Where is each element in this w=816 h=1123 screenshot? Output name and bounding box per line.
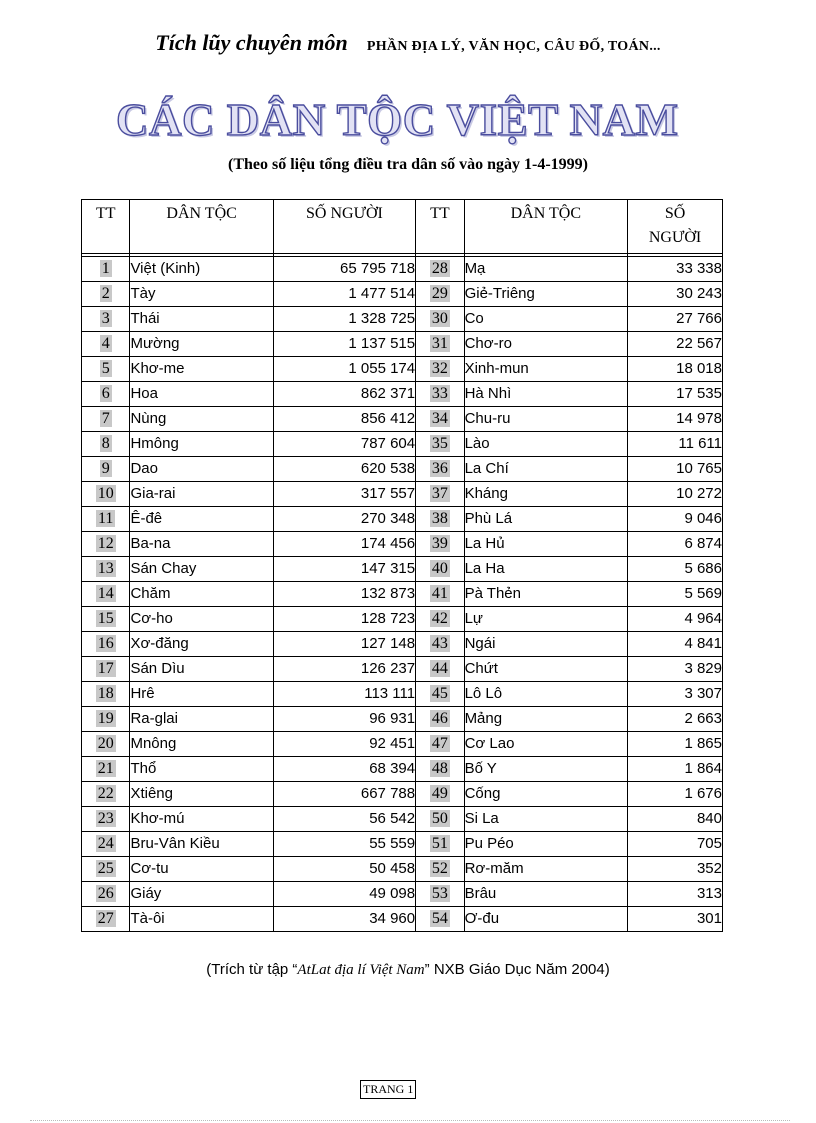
row-number-cell: [82, 707, 130, 732]
row-number-2: 37: [431, 485, 448, 502]
row-number-cell: [82, 657, 130, 682]
row-number: 9: [101, 460, 110, 477]
population-value-2-cell: 22 567: [628, 332, 723, 357]
row-number-cell: [82, 907, 130, 932]
population-value-cell: 65 795 718: [273, 257, 415, 282]
ethnic-name-cell: Bru-Vân Kiều: [130, 832, 273, 857]
ethnic-name-cell: Xơ-đăng: [130, 632, 273, 657]
row-number: 7: [101, 410, 110, 427]
ethnic-name-2-cell: Giẻ-Triêng: [464, 282, 628, 307]
ethnic-name-2-cell: Lô Lô: [464, 682, 628, 707]
row-number-2: 30: [431, 310, 448, 327]
row-number-2-cell: [416, 682, 464, 707]
row-number-2: 54: [431, 910, 448, 927]
row-number: 24: [97, 835, 114, 852]
population-value-cell: 50 458: [273, 857, 415, 882]
row-number: 15: [97, 610, 114, 627]
ethnic-name-2-cell: Ơ-đu: [464, 907, 628, 932]
row-number-2: 53: [431, 885, 448, 902]
row-number-2: 38: [431, 510, 448, 527]
ethnic-name-cell: Khơ-mú: [130, 807, 273, 832]
ethnic-name-2-cell: Ngái: [464, 632, 628, 657]
row-number-2-cell: [416, 532, 464, 557]
row-number-cell: [82, 307, 130, 332]
table-row: [82, 857, 723, 882]
population-value-2-cell: 3 307: [628, 682, 723, 707]
population-value-2-cell: 10 272: [628, 482, 723, 507]
ethnic-name-cell: Ê-đê: [130, 507, 273, 532]
population-value-2-cell: 33 338: [628, 257, 723, 282]
ethnic-name-2-cell: Brâu: [464, 882, 628, 907]
population-value-2-cell: 5 569: [628, 582, 723, 607]
population-value-2-cell: 17 535: [628, 382, 723, 407]
row-number: 14: [97, 585, 114, 602]
ethnic-name-2-cell: Cống: [464, 782, 628, 807]
ethnic-name-cell: Tày: [130, 282, 273, 307]
row-number-2: 33: [431, 385, 448, 402]
table-row: [82, 757, 723, 782]
population-value-2-cell: 30 243: [628, 282, 723, 307]
row-number-cell: [82, 557, 130, 582]
row-number-cell: [82, 682, 130, 707]
ethnic-name-2-cell: Lào: [464, 432, 628, 457]
ethnic-name-cell: Việt (Kinh): [130, 257, 273, 282]
ethnic-name-cell: Nùng: [130, 407, 273, 432]
row-number-cell: [82, 282, 130, 307]
row-number-2-cell: [416, 582, 464, 607]
population-value-cell: 1 477 514: [273, 282, 415, 307]
population-value-cell: 56 542: [273, 807, 415, 832]
row-number-cell: [82, 882, 130, 907]
row-number-2-cell: [416, 432, 464, 457]
row-number-2: 47: [431, 735, 448, 752]
ethnic-name-2-cell: Bố Y: [464, 757, 628, 782]
ethnic-name-2-cell: La Ha: [464, 557, 628, 582]
ethnic-name-2-cell: Co: [464, 307, 628, 332]
row-number-cell: [82, 482, 130, 507]
ethnic-name-2-cell: Chơ-ro: [464, 332, 628, 357]
row-number-cell: [82, 357, 130, 382]
row-number-2-cell: [416, 907, 464, 932]
ethnic-name-2-cell: Mạ: [464, 257, 628, 282]
row-number-2: 34: [431, 410, 448, 427]
table-row: [82, 257, 723, 282]
row-number-2-cell: [416, 482, 464, 507]
row-number: 23: [97, 810, 114, 827]
row-number-cell: [82, 757, 130, 782]
row-number-2-cell: [416, 632, 464, 657]
population-value-cell: 126 237: [273, 657, 415, 682]
page-number-label: TRANG 1: [360, 1080, 416, 1099]
row-number-2: 51: [431, 835, 448, 852]
row-number-2-cell: [416, 382, 464, 407]
population-value-2-cell: 313: [628, 882, 723, 907]
population-value-cell: 667 788: [273, 782, 415, 807]
table-row: [82, 607, 723, 632]
table-row: [82, 582, 723, 607]
header-ethnic: DÂN TỘC: [130, 200, 273, 254]
table-row: [82, 782, 723, 807]
ethnic-name-cell: Cơ-tu: [130, 857, 273, 882]
population-value-cell: 1 055 174: [273, 357, 415, 382]
ethnic-name-cell: Giáy: [130, 882, 273, 907]
page-subtitle: (Theo số liệu tổng điều tra dân số vào ngày 1-4-1999): [227, 156, 589, 173]
population-value-2-cell: 10 765: [628, 457, 723, 482]
table-row: [82, 732, 723, 757]
population-value-cell: 127 148: [273, 632, 415, 657]
row-number: 11: [98, 510, 114, 527]
ethnic-name-cell: Thổ: [130, 757, 273, 782]
row-number-2-cell: [416, 807, 464, 832]
row-number-2: 52: [431, 860, 448, 877]
population-value-cell: 34 960: [273, 907, 415, 932]
row-number-cell: [82, 832, 130, 857]
row-number: 2: [101, 285, 110, 302]
population-value-cell: 132 873: [273, 582, 415, 607]
population-value-2-cell: 6 874: [628, 532, 723, 557]
table-row: [82, 482, 723, 507]
population-value-cell: 270 348: [273, 507, 415, 532]
ethnic-name-cell: Ba-na: [130, 532, 273, 557]
population-value-2-cell: 1 864: [628, 757, 723, 782]
row-number: 27: [97, 910, 114, 927]
population-value-2-cell: 840: [628, 807, 723, 832]
ethnic-name-2-cell: Pu Péo: [464, 832, 628, 857]
population-value-cell: 92 451: [273, 732, 415, 757]
row-number-2-cell: [416, 782, 464, 807]
row-number-2: 50: [431, 810, 448, 827]
ethnic-name-cell: Chăm: [130, 582, 273, 607]
ethnic-name-cell: Gia-rai: [130, 482, 273, 507]
row-number-2: 32: [431, 360, 448, 377]
population-value-2-cell: 1 865: [628, 732, 723, 757]
row-number-2: 42: [431, 610, 448, 627]
header-tt: TT: [82, 200, 130, 254]
table-row: [82, 407, 723, 432]
ethnic-groups-table: [81, 199, 723, 932]
ethnic-name-2-cell: Xinh-mun: [464, 357, 628, 382]
row-number-2-cell: [416, 607, 464, 632]
population-value-cell: 862 371: [273, 382, 415, 407]
table-row: [82, 882, 723, 907]
source-book-title: AtLat địa lí Việt Nam: [297, 962, 425, 978]
row-number-2: 48: [431, 760, 448, 777]
population-value-cell: 856 412: [273, 407, 415, 432]
ethnic-name-2-cell: Kháng: [464, 482, 628, 507]
ethnic-name-2-cell: Lự: [464, 607, 628, 632]
header-people: SỐ NGƯỜI: [273, 200, 415, 254]
row-number: 4: [101, 335, 110, 352]
ethnic-name-cell: Mnông: [130, 732, 273, 757]
population-value-cell: 317 557: [273, 482, 415, 507]
ethnic-name-2-cell: La Hủ: [464, 532, 628, 557]
population-value-cell: 49 098: [273, 882, 415, 907]
row-number: 17: [97, 660, 114, 677]
population-value-cell: 55 559: [273, 832, 415, 857]
ethnic-name-cell: Thái: [130, 307, 273, 332]
row-number-2: 29: [431, 285, 448, 302]
source-prefix: (Trích từ tập “: [206, 961, 298, 978]
row-number: 25: [97, 860, 114, 877]
ethnic-name-2-cell: Chu-ru: [464, 407, 628, 432]
table-row: [82, 682, 723, 707]
table-row: [82, 357, 723, 382]
row-number: 13: [97, 560, 114, 577]
row-number-2-cell: [416, 407, 464, 432]
population-value-2-cell: 11 611: [628, 432, 723, 457]
population-value-2-cell: 1 676: [628, 782, 723, 807]
row-number-cell: [82, 782, 130, 807]
source-citation: [0, 961, 816, 979]
ethnic-name-2-cell: Pà Thẻn: [464, 582, 628, 607]
row-number-cell: [82, 457, 130, 482]
table-row: [82, 807, 723, 832]
ethnic-name-2-cell: Phù Lá: [464, 507, 628, 532]
header-italic-text: Tích lũy chuyên môn: [155, 30, 348, 55]
ethnic-name-2-cell: Hà Nhì: [464, 382, 628, 407]
row-number-2-cell: [416, 882, 464, 907]
row-number-2-cell: [416, 282, 464, 307]
row-number: 8: [101, 435, 110, 452]
table-row: [82, 507, 723, 532]
row-number-2-cell: [416, 257, 464, 282]
row-number: 10: [97, 485, 114, 502]
population-value-cell: 787 604: [273, 432, 415, 457]
document-header: [0, 30, 816, 56]
ethnic-name-cell: Ra-glai: [130, 707, 273, 732]
row-number: 26: [97, 885, 114, 902]
row-number-2: 31: [431, 335, 448, 352]
row-number: 1: [101, 260, 110, 277]
row-number-2: 49: [431, 785, 448, 802]
population-value-cell: 1 137 515: [273, 332, 415, 357]
row-number-2: 35: [431, 435, 448, 452]
row-number-cell: [82, 732, 130, 757]
population-value-2-cell: 5 686: [628, 557, 723, 582]
ethnic-name-cell: Sán Dìu: [130, 657, 273, 682]
row-number: 21: [97, 760, 114, 777]
table-row: [82, 432, 723, 457]
ethnic-name-cell: Hoa: [130, 382, 273, 407]
table-row: [82, 657, 723, 682]
row-number: 5: [101, 360, 110, 377]
ethnic-name-2-cell: La Chí: [464, 457, 628, 482]
table-row: [82, 332, 723, 357]
row-number: 20: [97, 735, 114, 752]
ethnic-name-cell: Sán Chay: [130, 557, 273, 582]
population-value-cell: 113 111: [273, 682, 415, 707]
table-row: [82, 457, 723, 482]
row-number-2: 41: [431, 585, 448, 602]
row-number-2: 44: [431, 660, 448, 677]
header-caps-text: PHẦN ĐỊA LÝ, VĂN HỌC, CÂU ĐỐ, TOÁN...: [366, 39, 661, 54]
ethnic-name-2-cell: Si La: [464, 807, 628, 832]
table-row: [82, 557, 723, 582]
row-number-2: 36: [431, 460, 448, 477]
row-number-2-cell: [416, 507, 464, 532]
row-number: 12: [97, 535, 114, 552]
row-number-cell: [82, 432, 130, 457]
row-number-cell: [82, 407, 130, 432]
population-value-2-cell: 2 663: [628, 707, 723, 732]
row-number-2: 46: [431, 710, 448, 727]
row-number-2: 28: [431, 260, 448, 277]
ethnic-name-cell: Hrê: [130, 682, 273, 707]
population-value-2-cell: 4 841: [628, 632, 723, 657]
row-number-cell: [82, 607, 130, 632]
row-number-2-cell: [416, 357, 464, 382]
header-ethnic-2: DÂN TỘC: [464, 200, 628, 254]
table-header-row: [82, 200, 723, 254]
row-number-2-cell: [416, 832, 464, 857]
row-number-cell: [82, 507, 130, 532]
row-number-2-cell: [416, 732, 464, 757]
row-number-cell: [82, 332, 130, 357]
ethnic-name-2-cell: Chứt: [464, 657, 628, 682]
row-number-2-cell: [416, 457, 464, 482]
row-number-cell: [82, 807, 130, 832]
row-number-cell: [82, 257, 130, 282]
row-number-2-cell: [416, 307, 464, 332]
row-number: 19: [97, 710, 114, 727]
row-number-2-cell: [416, 757, 464, 782]
population-value-cell: 96 931: [273, 707, 415, 732]
row-number-cell: [82, 857, 130, 882]
ethnic-name-cell: Cơ-ho: [130, 607, 273, 632]
ethnic-name-cell: Mường: [130, 332, 273, 357]
source-suffix: ” NXB Giáo Dục Năm 2004): [424, 961, 610, 978]
population-value-2-cell: 352: [628, 857, 723, 882]
row-number-2: 40: [431, 560, 448, 577]
table-row: [82, 382, 723, 407]
page-title: CÁC DÂN TỘC VIỆT NAM: [116, 95, 679, 145]
population-value-cell: 174 456: [273, 532, 415, 557]
row-number-cell: [82, 382, 130, 407]
table-row: [82, 707, 723, 732]
row-number-2-cell: [416, 557, 464, 582]
row-number-2: 43: [431, 635, 448, 652]
row-number-2: 45: [431, 685, 448, 702]
ethnic-name-cell: Khơ-me: [130, 357, 273, 382]
population-value-2-cell: 705: [628, 832, 723, 857]
table-body: [82, 254, 723, 932]
row-number: 6: [101, 385, 110, 402]
population-value-2-cell: 301: [628, 907, 723, 932]
row-number: 3: [101, 310, 110, 327]
ethnic-name-cell: Tà-ôi: [130, 907, 273, 932]
row-number: 22: [97, 785, 114, 802]
population-value-cell: 147 315: [273, 557, 415, 582]
row-number: 16: [97, 635, 114, 652]
population-value-cell: 620 538: [273, 457, 415, 482]
table-row: [82, 307, 723, 332]
population-value-2-cell: 14 978: [628, 407, 723, 432]
header-tt-2: TT: [416, 200, 464, 254]
row-number-2-cell: [416, 857, 464, 882]
row-number-cell: [82, 582, 130, 607]
header-people-2: SỐ NGƯỜI: [628, 200, 723, 254]
row-number-cell: [82, 532, 130, 557]
ethnic-name-cell: Dao: [130, 457, 273, 482]
row-number-cell: [82, 632, 130, 657]
population-value-cell: 1 328 725: [273, 307, 415, 332]
ethnic-name-2-cell: Cơ Lao: [464, 732, 628, 757]
row-number: 18: [97, 685, 114, 702]
ethnic-name-2-cell: Rơ-măm: [464, 857, 628, 882]
population-value-2-cell: 4 964: [628, 607, 723, 632]
population-value-cell: 128 723: [273, 607, 415, 632]
row-number-2: 39: [431, 535, 448, 552]
population-value-2-cell: 27 766: [628, 307, 723, 332]
table-row: [82, 907, 723, 932]
row-number-2-cell: [416, 707, 464, 732]
ethnic-name-2-cell: Mảng: [464, 707, 628, 732]
table-row: [82, 632, 723, 657]
ethnic-name-cell: Xtiêng: [130, 782, 273, 807]
row-number-2-cell: [416, 332, 464, 357]
table-row: [82, 832, 723, 857]
population-value-2-cell: 18 018: [628, 357, 723, 382]
table-row: [82, 532, 723, 557]
population-value-2-cell: 9 046: [628, 507, 723, 532]
row-number-2-cell: [416, 657, 464, 682]
population-value-cell: 68 394: [273, 757, 415, 782]
table-row: [82, 282, 723, 307]
footer-divider: [30, 1120, 790, 1121]
ethnic-name-cell: Hmông: [130, 432, 273, 457]
population-value-2-cell: 3 829: [628, 657, 723, 682]
